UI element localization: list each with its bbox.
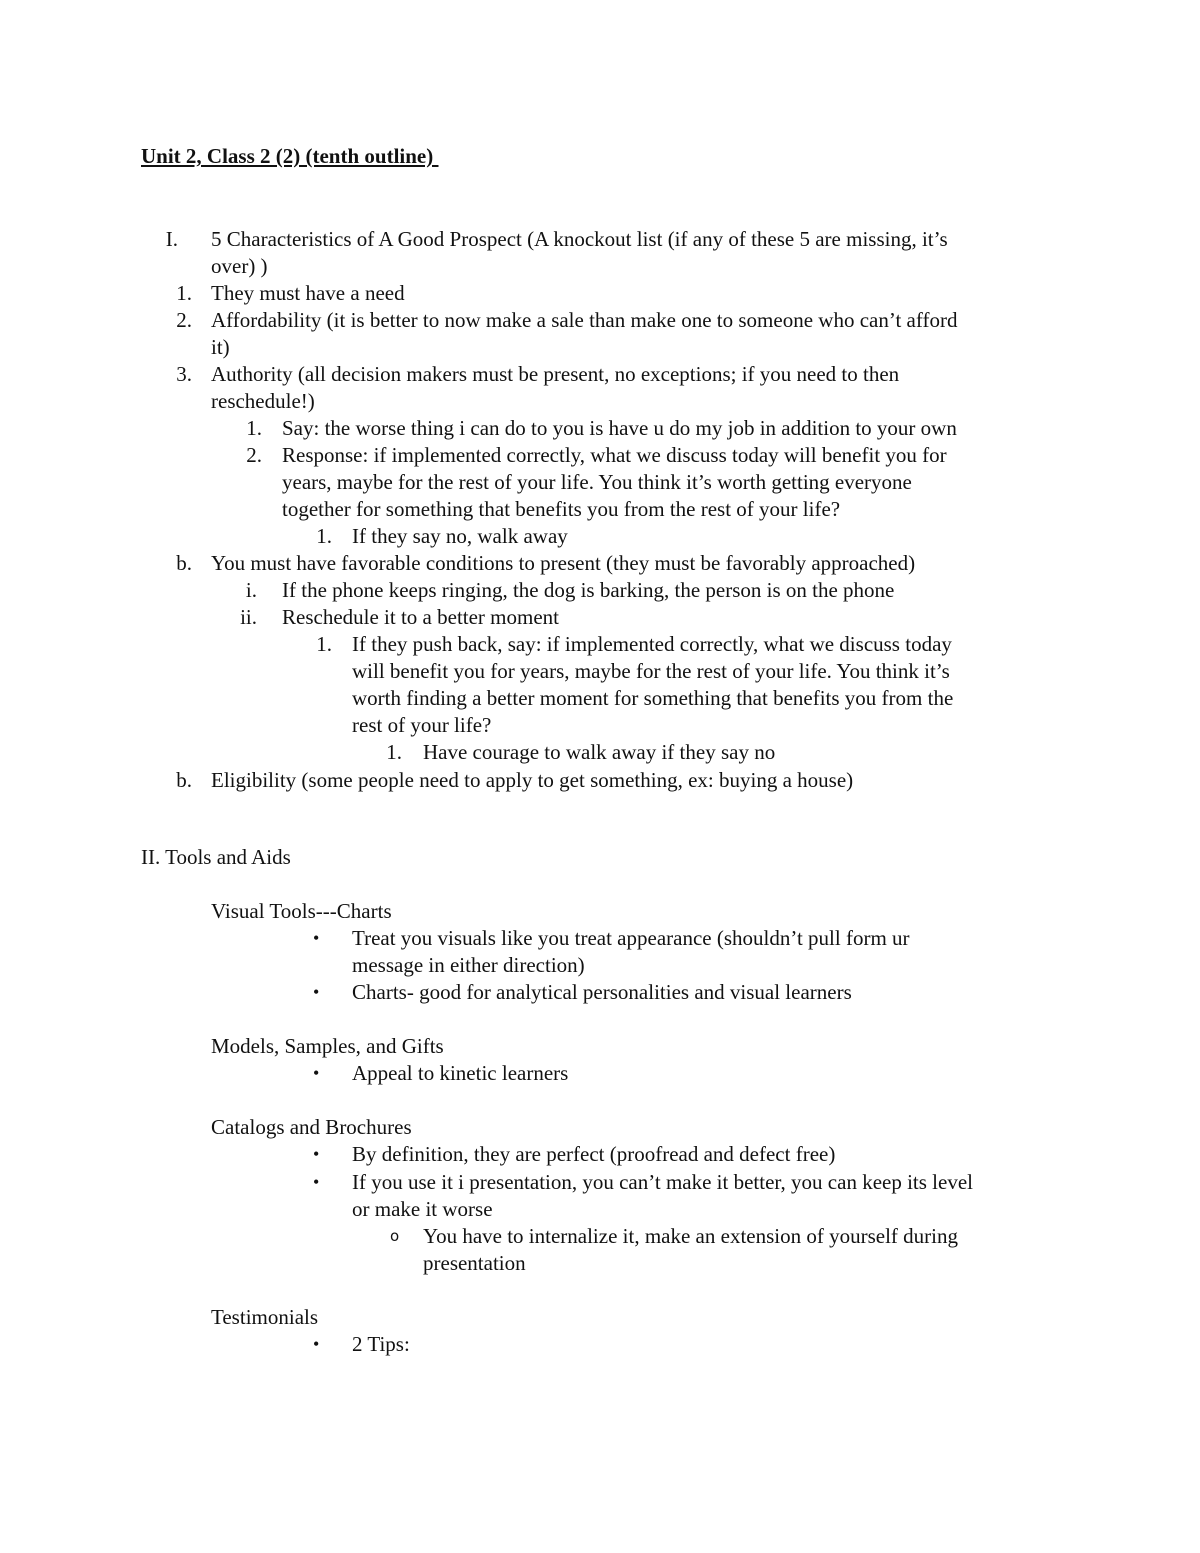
section-2-heading: II. Tools and Aids <box>141 845 291 869</box>
section-1-heading-line-2: over) ) <box>211 254 268 278</box>
catalogs-sub-line-1: You have to internalize it, make an extension of yourself during <box>423 1224 958 1248</box>
item-4-text: You must have favorable conditions to present (they must be favorably approached) <box>211 551 916 575</box>
response-marker: 2. <box>246 443 262 467</box>
item-5-text: Eligibility (some people need to apply to get something, ex: buying a house) <box>211 768 854 792</box>
catalogs-bullet-2-line-2: or make it worse <box>352 1197 493 1221</box>
catalogs-bullet-2-line-1: If you use it i presentation, you can’t make it better, you can keep its level <box>352 1170 973 1194</box>
item-1-text: They must have a need <box>211 281 405 305</box>
push-back-line-3: worth finding a better moment for something that benefits you from the <box>352 686 954 710</box>
say-marker: 1. <box>246 416 262 440</box>
models-bullet-1: Appeal to kinetic learners <box>352 1061 569 1085</box>
section-1-marker: I. <box>165 227 178 251</box>
reschedule-marker: ii. <box>240 605 257 629</box>
response-line-2: years, maybe for the rest of your life. You think it’s worth getting everyone <box>282 470 912 494</box>
item-3-line-2: reschedule!) <box>211 389 315 413</box>
bullet-icon: • <box>313 982 320 1002</box>
reschedule-text: Reschedule it to a better moment <box>282 605 559 629</box>
section-1-heading-line-1: 5 Characteristics of A Good Prospect (A knockout list (if any of these 5 are missing, it’s <box>211 227 948 251</box>
push-back-marker: 1. <box>316 632 332 656</box>
say-text: Say: the worse thing i can do to you is have u do my job in addition to your own <box>282 416 957 440</box>
push-back-line-4: rest of your life? <box>352 713 492 737</box>
catalogs-heading: Catalogs and Brochures <box>211 1115 412 1139</box>
bullet-icon: • <box>313 1063 320 1083</box>
response-line-1: Response: if implemented correctly, what we discuss today will benefit you for <box>282 443 947 467</box>
catalogs-bullet-1: By definition, they are perfect (proofread and defect free) <box>352 1142 836 1166</box>
visual-bullet-1-line-2: message in either direction) <box>352 953 585 977</box>
item-2-line-2: it) <box>211 335 230 359</box>
visual-tools-heading: Visual Tools---Charts <box>211 899 392 923</box>
hollow-circle-bullet-icon: o <box>390 1227 400 1245</box>
testimonials-bullet-1: 2 Tips: <box>352 1332 410 1356</box>
response-line-3: together for something that benefits you from the rest of your life? <box>282 497 841 521</box>
item-2-line-1: Affordability (it is better to now make a sale than make one to someone who can’t afford <box>211 308 958 332</box>
item-2-marker: 2. <box>176 308 192 332</box>
phone-ringing-marker: i. <box>245 578 257 602</box>
models-heading: Models, Samples, and Gifts <box>211 1034 444 1058</box>
item-3-line-1: Authority (all decision makers must be present, no exceptions; if you need to then <box>211 362 900 386</box>
testimonials-heading: Testimonials <box>211 1305 319 1329</box>
catalogs-sub-line-2: presentation <box>423 1251 526 1275</box>
courage-text: Have courage to walk away if they say no <box>423 740 776 764</box>
page-title: Unit 2, Class 2 (2) (tenth outline) <box>141 144 439 168</box>
walk-away-marker: 1. <box>316 524 332 548</box>
courage-marker: 1. <box>386 740 402 764</box>
item-1-marker: 1. <box>176 281 192 305</box>
bullet-icon: • <box>313 928 320 948</box>
phone-ringing-text: If the phone keeps ringing, the dog is barking, the person is on the phone <box>282 578 895 602</box>
walk-away-text: If they say no, walk away <box>352 524 568 548</box>
bullet-icon: • <box>313 1172 320 1192</box>
visual-bullet-1-line-1: Treat you visuals like you treat appearance (shouldn’t pull form ur <box>352 926 910 950</box>
bullet-icon: • <box>313 1144 320 1164</box>
push-back-line-2: will benefit you for years, maybe for the rest of your life. You think it’s <box>352 659 950 683</box>
bullet-icon: • <box>313 1334 320 1354</box>
item-5-marker: b. <box>176 768 192 792</box>
push-back-line-1: If they push back, say: if implemented correctly, what we discuss today <box>352 632 952 656</box>
visual-bullet-2: Charts- good for analytical personalities and visual learners <box>352 980 852 1004</box>
item-3-marker: 3. <box>176 362 192 386</box>
item-4-marker: b. <box>176 551 192 575</box>
